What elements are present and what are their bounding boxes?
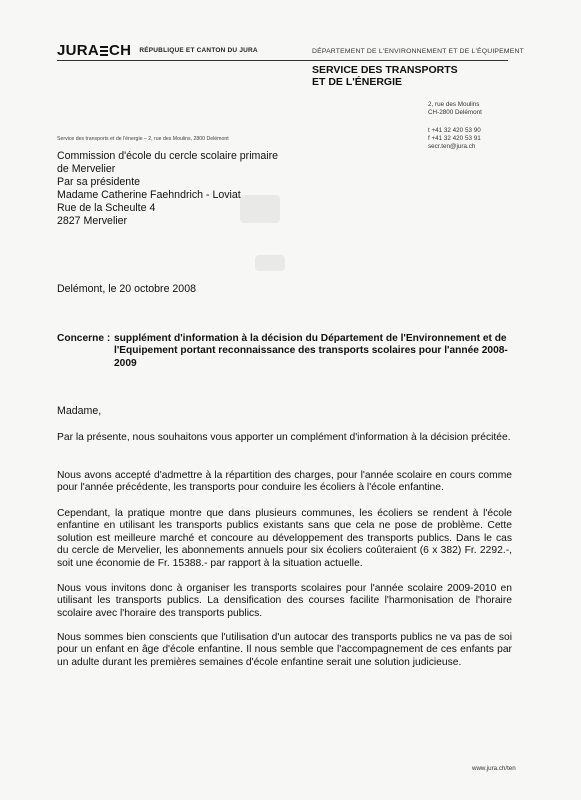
body-paragraph: Cependant, la pratique montre que dans plusieurs communes, les écoliers se rendent à l'école enfantine en utilisant les transports publics existants sans que cela ne pose de problème. Cette solution est meilleure marché et concoure au développement des transports publics. Dans le cas du cercle de Mervelier, les abonnements annuels pour six écoliers coûteraient (6 x 382) Fr. 2292.-, soit une économie de Fr. 15388.- par rapport à la situation actuelle.	[57, 508, 512, 569]
footer-website: www.jura.ch/ten	[472, 765, 516, 772]
logo-jura-text: JURA	[57, 42, 100, 59]
subject-label: Concerne :	[57, 333, 111, 344]
jura-logo	[57, 42, 258, 59]
body-paragraph: Par la présente, nous souhaitons vous apporter un complément d'information à la décision précitée.	[57, 432, 511, 443]
body-paragraph: Nous sommes bien conscients que l'utilisation d'un autocar des transports publics ne va pas de soi pour un enfant en âge d'école enfantine. Il nous semble que l'accompagnement de ces enfants par un adulte durant les premières semaines d'école enfantine serait une solution judicieuse.	[57, 632, 512, 668]
recipient-address	[57, 150, 278, 227]
logo-stripes-icon	[100, 45, 108, 57]
letter-date: Delémont, le 20 octobre 2008	[57, 283, 196, 295]
subject-text: supplément d'information à la décision du Département de l'Environnement et de l'Equipement portant reconnaissance des transports scolaires pour l'année 2008-2009	[114, 333, 508, 369]
sender-fax: f +41 32 420 53 91	[428, 134, 481, 142]
department-label: DÉPARTEMENT DE L'ENVIRONNEMENT ET DE L'ÉQUIPEMENT	[312, 48, 524, 55]
recipient-line: 2827 Mervelier	[57, 214, 128, 227]
republic-label: RÉPUBLIQUE ET CANTON DU JURA	[139, 47, 258, 54]
return-address: Service des transports et de l'énergie – 2, rue des Moulins, 2800 Delémont	[57, 136, 229, 142]
sender-tel: t +41 32 420 53 90	[428, 126, 481, 134]
recipient-line: Madame Catherine Faehndrich - Loviat	[57, 188, 241, 201]
sender-street: 2, rue des Moulins	[428, 101, 480, 108]
header-rule	[57, 60, 508, 61]
recipient-line: Rue de la Scheulte 4	[57, 201, 156, 214]
recipient-line: Par sa présidente	[57, 175, 141, 188]
service-title	[312, 64, 458, 88]
body-paragraph: Nous avons accepté d'admettre à la répartition des charges, pour l'année scolaire en cours comme pour l'année précédente, les transports pour conduire les écoliers à l'école enfantine.	[57, 470, 512, 494]
sender-address	[428, 101, 482, 151]
salutation: Madame,	[57, 405, 102, 417]
service-title-line2: ET DE L'ÉNERGIE	[312, 76, 403, 88]
recipient-line: de Mervelier	[57, 162, 116, 175]
logo-ch-text: CH	[109, 42, 132, 59]
service-title-line1: SERVICE DES TRANSPORTS	[312, 64, 458, 76]
body-paragraph: Nous vous invitons donc à organiser les transports scolaires pour l'année scolaire 2009-2010 en utilisant les transports publics. La densification des courses facilite l'harmonisation de l'horaire scolaire avec l'horaire des transports publics.	[57, 583, 512, 619]
sender-city: CH-2800 Delémont	[428, 109, 482, 117]
subject-block	[57, 333, 512, 370]
faint-stamp-mark	[255, 255, 285, 271]
recipient-line: Commission d'école du cercle scolaire primaire	[57, 150, 279, 162]
sender-email: secr.ten@jura.ch	[428, 143, 476, 151]
